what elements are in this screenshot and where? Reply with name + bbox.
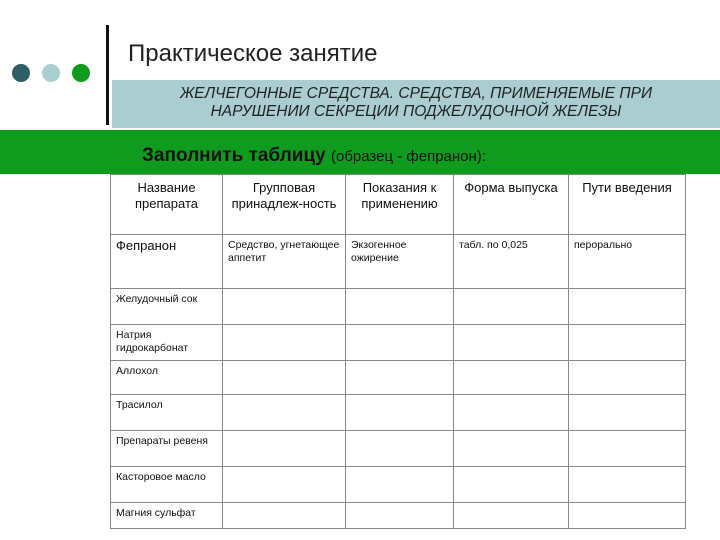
dot-light xyxy=(42,64,60,82)
cell: Желудочный сок xyxy=(111,289,223,325)
header-group: Групповая принадлеж-ность xyxy=(223,175,346,235)
cell xyxy=(346,395,454,431)
cell xyxy=(569,289,686,325)
cell xyxy=(454,361,569,395)
table-row xyxy=(111,431,686,467)
cell xyxy=(569,325,686,361)
cell xyxy=(223,325,346,361)
table-row xyxy=(111,289,686,325)
cell xyxy=(346,289,454,325)
header-name: Название препарата xyxy=(111,175,223,235)
table-row xyxy=(111,235,686,289)
cell: Фепранон xyxy=(111,235,223,289)
cell xyxy=(454,325,569,361)
table-row xyxy=(111,467,686,503)
header-route: Пути введения xyxy=(569,175,686,235)
cell xyxy=(223,395,346,431)
cell xyxy=(454,289,569,325)
cell xyxy=(569,361,686,395)
cell xyxy=(346,503,454,529)
cell xyxy=(454,467,569,503)
cell: Экзогенное ожирение xyxy=(346,235,454,289)
table-row xyxy=(111,395,686,431)
subtitle-line-1: ЖЕЛЧЕГОННЫЕ СРЕДСТВА. СРЕДСТВА, ПРИМЕНЯЕМЫЕ ПРИ xyxy=(179,85,653,102)
table-header-row xyxy=(111,175,686,235)
dot-green xyxy=(72,64,90,82)
cell xyxy=(223,467,346,503)
task-bold: Заполнить таблицу xyxy=(142,145,326,166)
subtitle-box xyxy=(112,80,720,128)
cell xyxy=(346,467,454,503)
cell: Натрия гидрокарбонат xyxy=(111,325,223,361)
slide-title: Практическое занятие xyxy=(128,40,378,67)
subtitle-line-2: НАРУШЕНИИ СЕКРЕЦИИ ПОДЖЕЛУДОЧНОЙ ЖЕЛЕЗЫ xyxy=(210,103,622,120)
cell: Аллохол xyxy=(111,361,223,395)
cell xyxy=(223,361,346,395)
cell xyxy=(223,289,346,325)
cell: Трасилол xyxy=(111,395,223,431)
cell: табл. по 0,025 xyxy=(454,235,569,289)
cell xyxy=(569,467,686,503)
header-form: Форма выпуска xyxy=(454,175,569,235)
task-sample: (образец - фепранон): xyxy=(330,148,486,165)
decorative-dots xyxy=(12,64,92,86)
cell xyxy=(223,503,346,529)
header-indications: Показания к применению xyxy=(346,175,454,235)
cell: Средство, угнетающее аппетит xyxy=(223,235,346,289)
cell xyxy=(346,325,454,361)
cell: Магния сульфат xyxy=(111,503,223,529)
drug-table xyxy=(110,174,686,529)
vertical-divider xyxy=(106,25,109,125)
cell: Касторовое масло xyxy=(111,467,223,503)
subtitle xyxy=(112,80,720,121)
cell xyxy=(346,361,454,395)
cell xyxy=(454,503,569,529)
table-row xyxy=(111,361,686,395)
dot-dark xyxy=(12,64,30,82)
cell xyxy=(569,395,686,431)
table-row xyxy=(111,503,686,529)
cell xyxy=(569,431,686,467)
table-row xyxy=(111,325,686,361)
cell: перорально xyxy=(569,235,686,289)
cell xyxy=(346,431,454,467)
cell xyxy=(223,431,346,467)
cell: Препараты ревеня xyxy=(111,431,223,467)
task-instruction xyxy=(142,145,486,167)
cell xyxy=(454,395,569,431)
cell xyxy=(454,431,569,467)
cell xyxy=(569,503,686,529)
